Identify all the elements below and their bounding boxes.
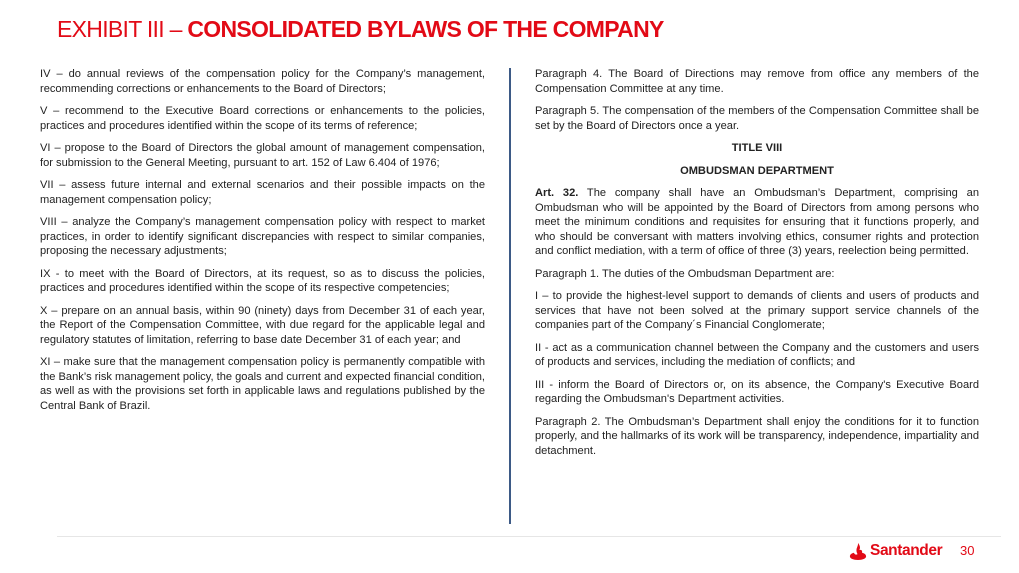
duty-i: I – to provide the highest-level support to demands of clients and users of products and services that have not been solved at the primary support service channels of the companies part of the Company´s Financial Conglomerate; [535, 290, 979, 331]
article-32-label: Art. 32. [535, 187, 579, 199]
column-divider [509, 68, 511, 524]
article-32 [535, 186, 979, 259]
item-xi: XI – make sure that the management compensation policy is permanently compatible with the Bank’s risk management policy, the goals and current and expected financial condition, as well as with the provisions set forth in applicable laws and regulations published by the Central Bank of Brazil. [40, 356, 485, 412]
paragraph-5: Paragraph 5. The compensation of the members of the Compensation Committee shall be set by the Board of Directors once a year. [535, 105, 979, 132]
right-column [535, 67, 979, 466]
item-iv: IV – do annual reviews of the compensation policy for the Company’s management, recommending corrections or enhancements to the Board of Directors; [40, 68, 485, 95]
item-ix: IX - to meet with the Board of Directors, at its request, so as to discuss the policies, practices and procedures identified within the scope of its respective competencies; [40, 267, 485, 294]
item-x: X – prepare on an annual basis, within 90 (ninety) days from December 31 of each year, the Report of the Compensation Committee, with due regard for the applicable legal and regulatory statutes of limitation, referring to base date December 31 of each year; and [40, 304, 485, 346]
paragraph-2: Paragraph 2. The Ombudsman’s Department shall enjoy the conditions for it to function properly, and the hallmarks of its work will be transparency, independence, impartiality and detachment. [535, 415, 979, 457]
page-title [57, 16, 664, 43]
paragraph-4: Paragraph 4. The Board of Directions may remove from office any members of the Compensation Committee at any time. [535, 68, 979, 95]
item-v: V – recommend to the Executive Board corrections or enhancements to the policies, practices and procedures identified within the scope of its terms of reference; [40, 105, 485, 132]
duty-iii: III - inform the Board of Directors or, on its absence, the Company's Executive Board regarding the Ombudsman's Department activities. [535, 378, 979, 405]
left-column [40, 67, 485, 421]
footer-divider [57, 536, 1001, 537]
paragraph-1: Paragraph 1. The duties of the Ombudsman Department are: [535, 267, 835, 280]
item-vii: VII – assess future internal and external scenarios and their possible impacts on the management compensation policy; [40, 179, 485, 206]
item-viii: VIII – analyze the Company’s management compensation policy with respect to market practices, in order to identify significant discrepancies with respect to similar companies, proposing the necessary adjustments; [40, 216, 485, 257]
page-number: 30 [960, 543, 975, 558]
brand-name: Santander [870, 542, 943, 559]
item-vi: VI – propose to the Board of Directors the global amount of management compensation, for submission to the General Meeting, pursuant to art. 152 of Law 6.404 of 1976; [40, 142, 485, 169]
santander-logo [849, 541, 942, 561]
duty-ii: II - act as a communication channel between the Company and the customers and users of products and services, including the mediation of conflicts; and [535, 341, 979, 368]
article-32-text: The company shall have an Ombudsman’s Department, comprising an Ombudsman who will be appointed by the Board of Directors from among persons who meet the minimum conditions and requisites for ensuring that it functions properly, and who should be conversant with matters involving ethics, consumer rights and protection and conflict mediation, with a term of office of three (3) years, reelection being permitted. [535, 187, 979, 257]
title-prefix: EXHIBIT III – [57, 16, 188, 42]
ombudsman-heading: OMBUDSMAN DEPARTMENT [680, 164, 834, 177]
flame-icon [849, 542, 867, 560]
title-main: CONSOLIDATED BYLAWS OF THE COMPANY [187, 16, 664, 42]
title-viii: TITLE VIII [731, 142, 783, 154]
